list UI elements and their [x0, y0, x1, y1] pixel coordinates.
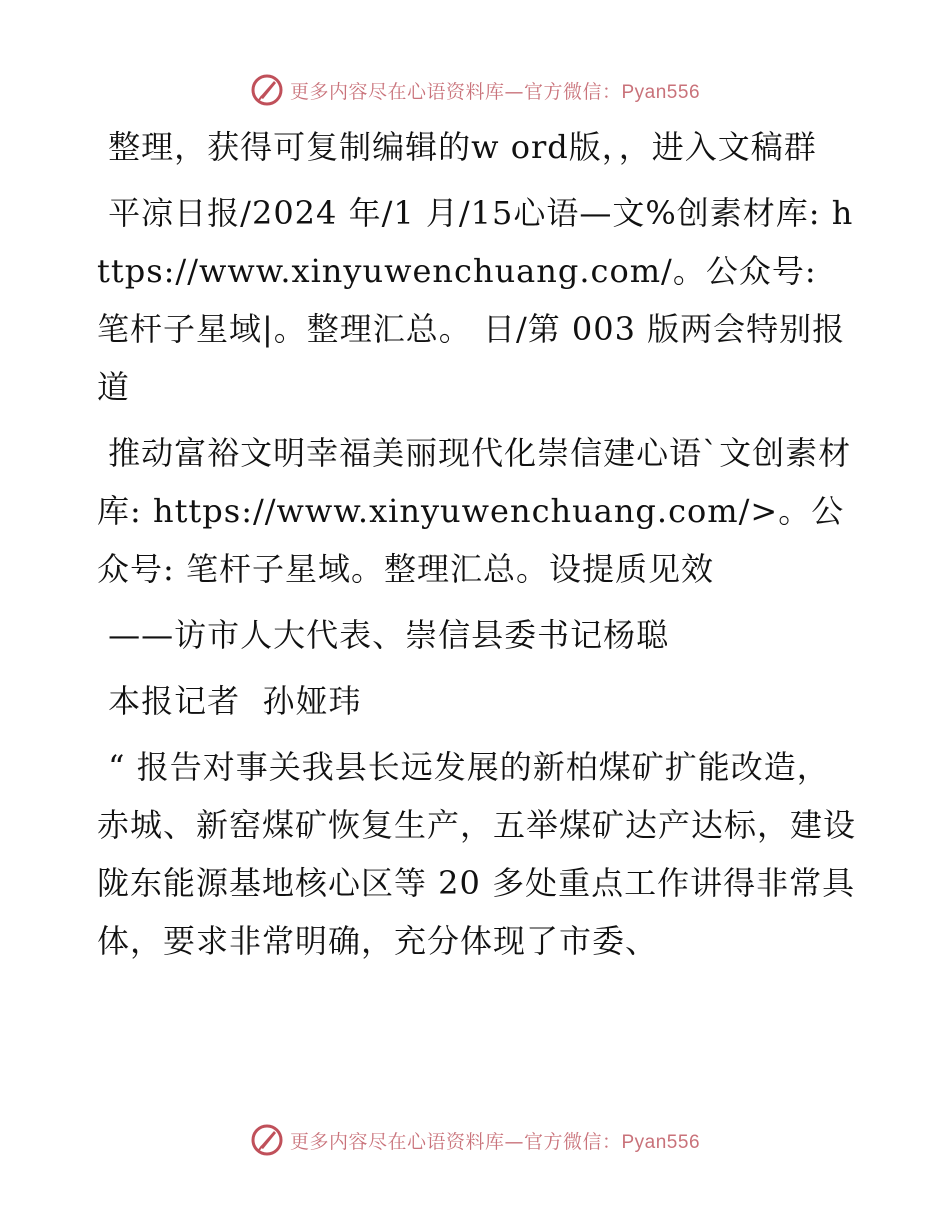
watermark-official: 官方微信：: [523, 1130, 622, 1153]
document-body: [97, 118, 857, 978]
paragraph-source: 平凉日报/2024 年/1 月/15心语—文%创素材库: https://www.xinyuwenchuang.com/。公众号: 笔杆子星域|。整理汇总。 日/第 003 版两会特别报道: [97, 194, 854, 406]
quill-pen-logo-icon: [250, 1123, 284, 1157]
watermark-handle: Pyan556: [621, 81, 701, 103]
footer-watermark: [0, 1120, 950, 1160]
paragraph-intro: 整理，获得可复制编辑的w ord版，，进入文稿群: [97, 128, 817, 166]
watermark-text: [290, 77, 700, 104]
watermark-text: [290, 1127, 700, 1154]
paragraph-subheadline: ——访市人大代表、崇信县委书记杨聪: [97, 616, 670, 654]
paragraph-headline: 推动富裕文明幸福美丽现代化崇信建心语ˋ文创素材库: https://www.xinyuwenchuang.com/>。公众号: 笔杆子星域。整理汇总。设提质见效: [97, 434, 852, 588]
watermark-handle: Pyan556: [621, 1131, 701, 1153]
watermark-title: 更多内容尽在心语资料库: [289, 1130, 505, 1153]
watermark-official: 官方微信：: [523, 80, 622, 103]
watermark-separator: —: [504, 80, 524, 103]
watermark-title: 更多内容尽在心语资料库: [289, 80, 505, 103]
quill-pen-logo-icon: [250, 73, 284, 107]
watermark-separator: —: [504, 1130, 524, 1153]
header-watermark: [0, 70, 950, 110]
paragraph-reporter: 本报记者 孙娅玮: [97, 682, 362, 720]
paragraph-body: “ 报告对事关我县长远发展的新柏煤矿扩能改造，赤城、新窑煤矿恢复生产，五举煤矿达产达标，建设陇东能源基地核心区等 20 多处重点工作讲得非常具体，要求非常明确，充分体现了市委、: [97, 748, 857, 960]
